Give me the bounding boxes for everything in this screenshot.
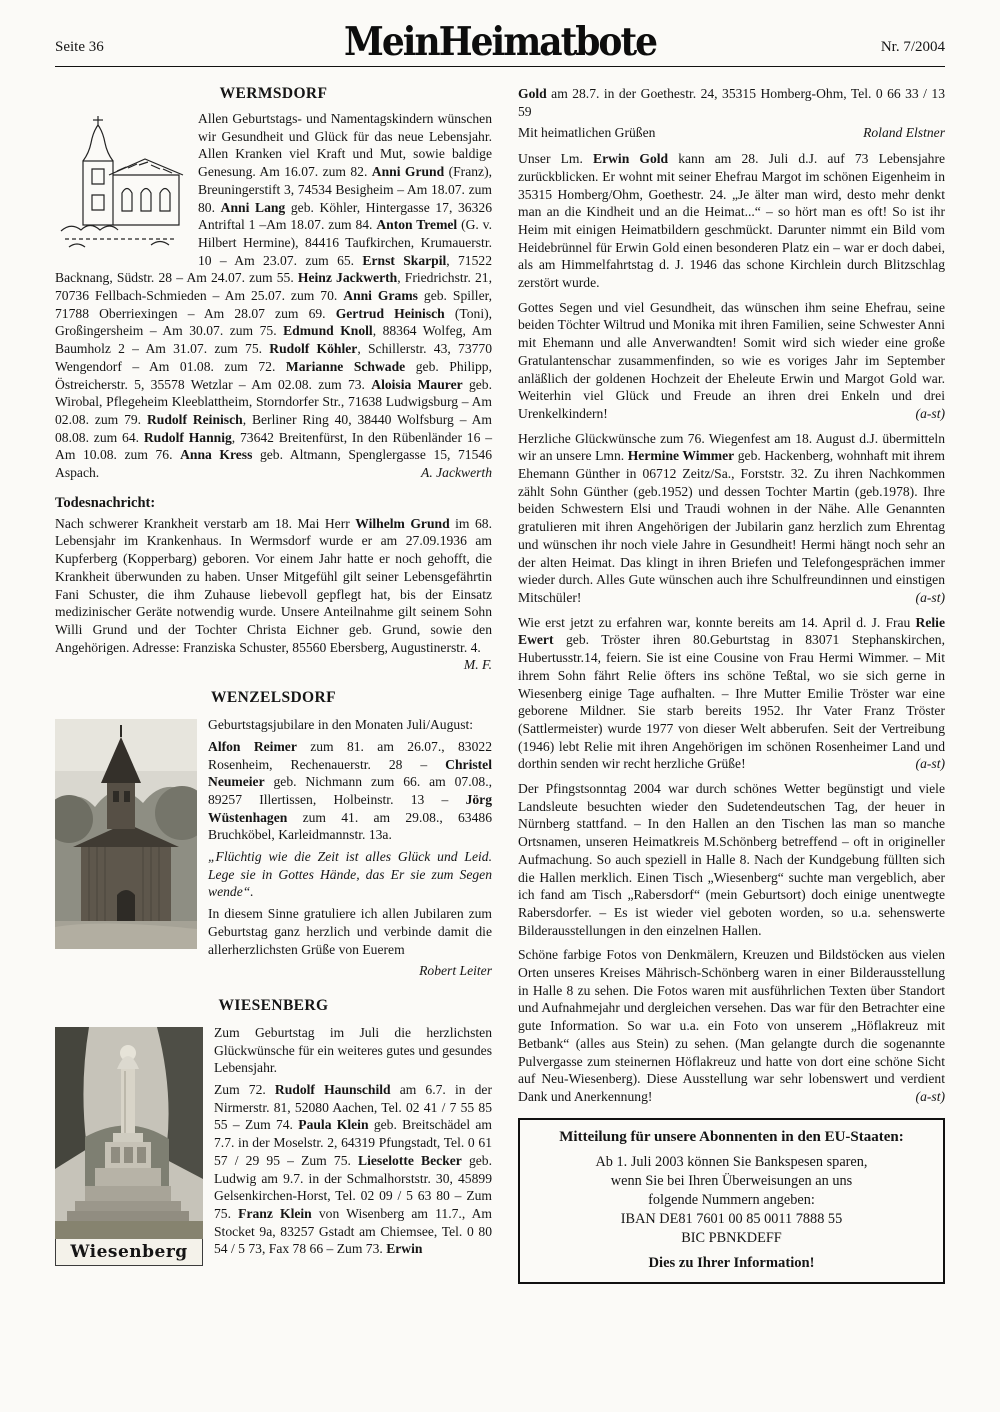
section-heading-wermsdorf: WERMSDORF [219, 85, 328, 102]
wiesenberg-intro: Zum Geburtstag im Juli die herzlichsten Glückwünsche für ein weiteres gutes und gesundes Lebensjahr. [214, 1024, 492, 1076]
issue-number: Nr. 7/2004 [880, 39, 945, 55]
wenzelsdorf-quote: „Flüchtig wie die Zeit ist alles Glück und Leid. Lege sie in Gottes Hände, das Er sie zum Segen wende“. [208, 849, 492, 900]
chapel-photo-icon [55, 719, 197, 949]
section-wiesenberg [55, 982, 492, 1271]
church-line-art-icon [55, 113, 187, 255]
section-heading-wenzelsdorf: WENZELSDORF [211, 689, 336, 707]
paragraph-signature: (a-st) [915, 1088, 945, 1104]
wenzelsdorf-intro: Geburtstagsjubilare in den Monaten Juli/August: [208, 717, 474, 733]
paragraph-signature: (a-st) [915, 589, 945, 605]
notice-title: Mitteilung für unsere Abonnenten in den EU-Staaten: [559, 1128, 904, 1145]
gold-contact-line: Gold am 28.7. in der Goethestr. 24, 35315 Homberg-Ohm, Tel. 0 66 33 / 13 59 [518, 86, 945, 119]
masthead-logo: MeinHeimatbote [344, 19, 656, 65]
article-paragraph-hermine-wimmer [518, 430, 945, 607]
wermsdorf-birthday-text: Allen Geburtstags- und Namentagskindern wünschen wir Gesundheit und Glück für das neue Lebensjahr. Allen Kranken viel Kraft und Mut, sowie baldige Genesung. Am 16.07. zum 82. Anni Grund (Franz), Breuningerstift 3, 74534 Besigheim – Am 18.07. zum 80. Anni Lang geb. Köhler, Hintergasse 17, 36326 Antriftal 1 –Am 18.07. zum 84. Anton Tremel (G. v. Hilbert Hermine), 84416 Taufkirchen, Krumauerstr. 10 – Am 23.07. zum 65. Ernst Skarpil, 71522 Backnang, Südstr. 28 – Am 24.07. zum 55. Heinz Jackwerth, Friedrichstr. 21, 70736 Fellbach-Schmieden – Am 25.07. zum 70. Anni Grams geb. Spiller, 71788 Oberriexingen – Am 28.07 zum 69. Gertrud Heinisch (Toni), Großingersheim – Am 30.07. zum 75. Edmund Knoll, 88364 Wolfeg, Am Baumholz 2 – Am 31.07. zum 75. Rudolf Köhler, Schillerstr. 43, 73770 Wengendorf – Am 01.08. zum 72. Marianne Schwade geb. Philipp, Östreicherstr. 5, 35578 Wetzlar – Am 02.08. zum 73. Aloisia Maurer geb. Wirobal, Pflegeheim Kleeblattheim, Storndorfer Str., 71638 Ludwigsburg – Am 02.08. zum 79. Rudolf Reinisch, Berliner Ring 40, 38440 Wolfsburg – Am 08.08. zum 64. Rudolf Hannig, 73642 Breitenfürst, In den Rübenländer 16 – Am 10.08. zum 76. Anna Kress geb. Altmann, Spenglergasse 15, 71546 Aspach. [55, 111, 493, 481]
obituary-text: Nach schwerer Krankheit verstarb am 18. Mai Herr Wilhelm Grund im 68. Lebensjahr im Krankenhaus. In Wermsdorf wurde er am 27.09.1936 am Kupferberg (Kopperbarg) geboren. Vor einem Jahr hatte er noch gehofft, die Krankheit überwunden zu haben. Unser Mitgefühl gilt seiner Lebensgefährtin Fani Schuster, die ihm Zuhause liebevoll gepflegt hat, bis der Einsatz medizinischer Geräte notwendig wurde. Unsere Anteilnahme gilt seinem Sohn Willi Grund und der Tochter Christa Eichner geb. Grund, sowie den Angehörigen. Adresse: Franziska Schuster, 85560 Ebersberg, Augustinerstr. 4. [55, 515, 492, 655]
wenzelsdorf-chapel-photo [55, 719, 197, 949]
obituary-paragraph [55, 515, 492, 673]
page-number: Seite 36 [55, 39, 104, 55]
notice-line-2: wenn Sie bei Ihren Überweisungen an uns [610, 1172, 853, 1189]
wenzelsdorf-signature: Robert Leiter [419, 963, 492, 979]
notice-line-3: folgende Nummern angeben: [648, 1191, 815, 1208]
content-columns [55, 85, 945, 1284]
wenzelsdorf-closing: In diesem Sinne gratuliere ich allen Jubilaren zum Geburtstag ganz herzlich und verbinde damit die allerherzlichsten Grüße von Euerem [208, 906, 492, 957]
wiesenberg-birthday-list: Zum 72. Rudolf Haunschild am 6.7. in der Nirmerstr. 81, 52080 Aachen, Tel. 02 41 / 7 55 85 55 – Zum 74. Paula Klein geb. Breitschädel am 7.7. in der Moselstr. 2, 64319 Pfungstadt, Tel. 0 61 57 / 29 95 – Zum 75. Lieselotte Becker geb. Ludwig am 9.7. in der Schmalhorststr. 30, 45899 Gelsenkirchen-Horst, Tel. 02 09 / 5 63 80 – Zum 75. Franz Klein von Wisenberg am 11.7., Am Stocket 9a, 83257 Gstadt am Chiemsee, Tel. 0 80 54 / 5 73, Fax 78 66 – Zum 73. Erwin [214, 1082, 493, 1257]
section-wermsdorf [55, 85, 492, 486]
section-wenzelsdorf [55, 674, 492, 982]
article-paragraph-pfingstsonntag [518, 780, 945, 939]
left-column [55, 85, 492, 1284]
notice-footer: Dies zu Ihrer Information! [648, 1254, 815, 1271]
paragraph-text: Der Pfingstsonntag 2004 war durch schönes Wetter begünstigt und viele Landsleute besuchten wieder den Sudetendeutschen Tag, der heuer in Nürnberg stattfand. – In den Hallen an den Tischen las man so manche Ortsnamen, unseren Heimatkreis M.Schönberg betreffend – oft in origineller Aufmachung. So auch speziell in Halle 8. Nach der Kundgebung füllten sich die Hallen merklich. Einen Tisch „Wiesenberg“ suchte man vergeblich, aber ich fand am Tisch „Rabersdorf“ (mein Geburtsort) doch einige unentwegte Rabersdorfer. – Es ist wieder viel geboten worden, so u.a. sehenswerte Bilderausstellungen in den einzelnen Hallen. [518, 781, 945, 938]
obituary-signature: M. F. [463, 657, 492, 673]
paragraph-text: Unser Lm. Erwin Gold kann am 28. Juli d.J. auf 73 Lebensjahre zurückblicken. Er wohnt mit seiner Ehefrau Margot im schönen Eigenheim in 35315 Homberg/Ohm, Goethestr. 24. „Je älter man wird, desto mehr denkt man an die Kindheit und an die Heimat...“ – so hört man es oft! So ist ihr Heim mit einigen Heimatbildern geschmückt. Darunter nimmt ein Bild vom Heidebrünnel für Erwin Gold einen besonderen Platz ein – war er doch dabei, als am Himmelfahrtstag d. J. 1946 das schone Kirchlein durch Blitzschlag zerstört wurde. [518, 151, 945, 291]
article-paragraph-relie-ewert [518, 614, 945, 773]
right-column [518, 85, 945, 1284]
article-paragraph-fotos [518, 946, 945, 1105]
section-heading-wiesenberg: WIESENBERG [218, 996, 329, 1014]
wenzelsdorf-jubilare: Alfon Reimer zum 81. am 26.07., 83022 Rosenheim, Rechenauerstr. 28 – Christel Neumeier geb. Nichmann zum 66. am 07.08., 89257 Illertissen, Holbeinstr. 13 – Jörg Wüstenhagen zum 41. am 29.08., 63486 Bruchköbel, Karleidmannstr. 13a. [208, 738, 492, 843]
paragraph-signature: (a-st) [915, 756, 945, 772]
paragraph-text: Schöne farbige Fotos von Denkmälern, Kreuzen und Bildstöcken aus vielen Orten unseres Kreises Mährisch-Schönberg waren in einer Bilderausstellung in Halle 8 zu sehen. Die Fotos waren mit ausführlichen Texten über Standort und Aufnahmejahr und dergleichen versehen. Das war für den Betrachter eine gute Information. So war u.a. ein Foto von unserem „Höflakreuz mit Betbank“ (alles aus Stein) zu sehen. (Man gelangte durch die sogenannte Pulvergasse zum steinernen Höflakreuz und hatte von dort eine schöne Sicht auf Neu-Wiesenberg). Diese Ausstellung war sehr lobenswert und verdient Dank und Anerkennung! [518, 947, 945, 1104]
greeting-signature: Roland Elstner [863, 125, 945, 141]
wiesenberg-statue-photo [55, 1027, 203, 1266]
notice-line-1: Ab 1. Juli 2003 können Sie Bankspesen sparen, [595, 1153, 868, 1170]
paragraph-text: Wie erst jetzt zu erfahren war, konnte bereits am 14. April d. J. Frau Relie Ewert geb. Tröster ihren 80.Geburtstag in 83071 Stephanskirchen, Hubertusstr.14, feiern. Sie ist eine Cousine von Frau Hermi Wimmer. – Mit ihrem Sohn fährt Relie öfters ins schöne Teßtal, wo sie sich gerne in Wiesenberg einige Tage aufhalten. – Ihre Mutter Emilie Tröster war eine geborene Mildner. Sie starb bereits 1952. Ihr Vater Franz Tröster (Sattlermeister) wurde 1977 von dieser Welt abberufen. Seit der Vertreibung (1946) lebt Relie mit ihren Angehörigen im schönen Rosenheimer Land und dorthin senden wir recht herzliche Grüße! [518, 614, 945, 772]
subscriber-notice-box [518, 1118, 945, 1284]
notice-iban: IBAN DE81 7601 00 85 0011 7888 55 [620, 1210, 843, 1227]
paragraph-signature: (a-st) [915, 405, 945, 421]
paragraph-text: Gottes Segen und viel Gesundheit, das wünschen ihm seine Ehefrau, seine beiden Töchter Wiltrud und Monika mit ihren Familien, seine Schwester Anni mit Ehemann und alle Anverwandten! Somit wird sich wieder eine große Gratulantenschar zusammenfinden, so wie es voriges Jahr im September anläßlich der goldenen Hochzeit der Eheleute Erwin und Margot Gold war. Weiterhin viel Glück und Freude an ihren drei Enkeln und drei Urenkelkindern! [518, 299, 945, 421]
section-todesnachricht [55, 486, 492, 674]
wiesenberg-photo-caption: Wiesenberg [55, 1239, 203, 1266]
wermsdorf-signature: A. Jackwerth [421, 465, 492, 481]
article-paragraph-gottes-segen [518, 299, 945, 423]
greeting-row [518, 124, 945, 142]
statue-photo-icon [55, 1027, 203, 1239]
wermsdorf-church-drawing [55, 113, 187, 255]
page-header [55, 19, 945, 67]
greeting-text: Mit heimatlichen Grüßen [518, 125, 656, 141]
obituary-heading: Todesnachricht: [55, 494, 156, 511]
paragraph-text: Herzliche Glückwünsche zum 76. Wiegenfest am 18. August d.J. übermitteln wir an unsere Lmn. Hermine Wimmer geb. Hackenberg, wohnhaft mit ihrem Ehemann Günther in 06712 Zeitz/Sa., Forststr. 32. Zu ihren Nachkommen zählt Sohn Günther (geb.1952) und dessen Tochter Martin (geb.1978). Ihre beiden Schwestern Elsi und Traudi wohnen in der Nähe. Alle Genannten gratulieren mit ihren Angehörigen der Jubilarin ganz herzlich zum Ehrentag und wünschen ihr noch viele Jahre in Gesundheit! Hermi hängt noch sehr an der alten Heimat. Das klingt in ihren Briefen und Telefongesprächen immer wieder durch. Alles Gute wünschen auch ihre Schulfreundinnen und einstigen Mitschüler! [518, 430, 945, 605]
notice-bic: BIC PBNKDEFF [681, 1229, 782, 1246]
article-paragraph-erwin-gold [518, 150, 945, 292]
